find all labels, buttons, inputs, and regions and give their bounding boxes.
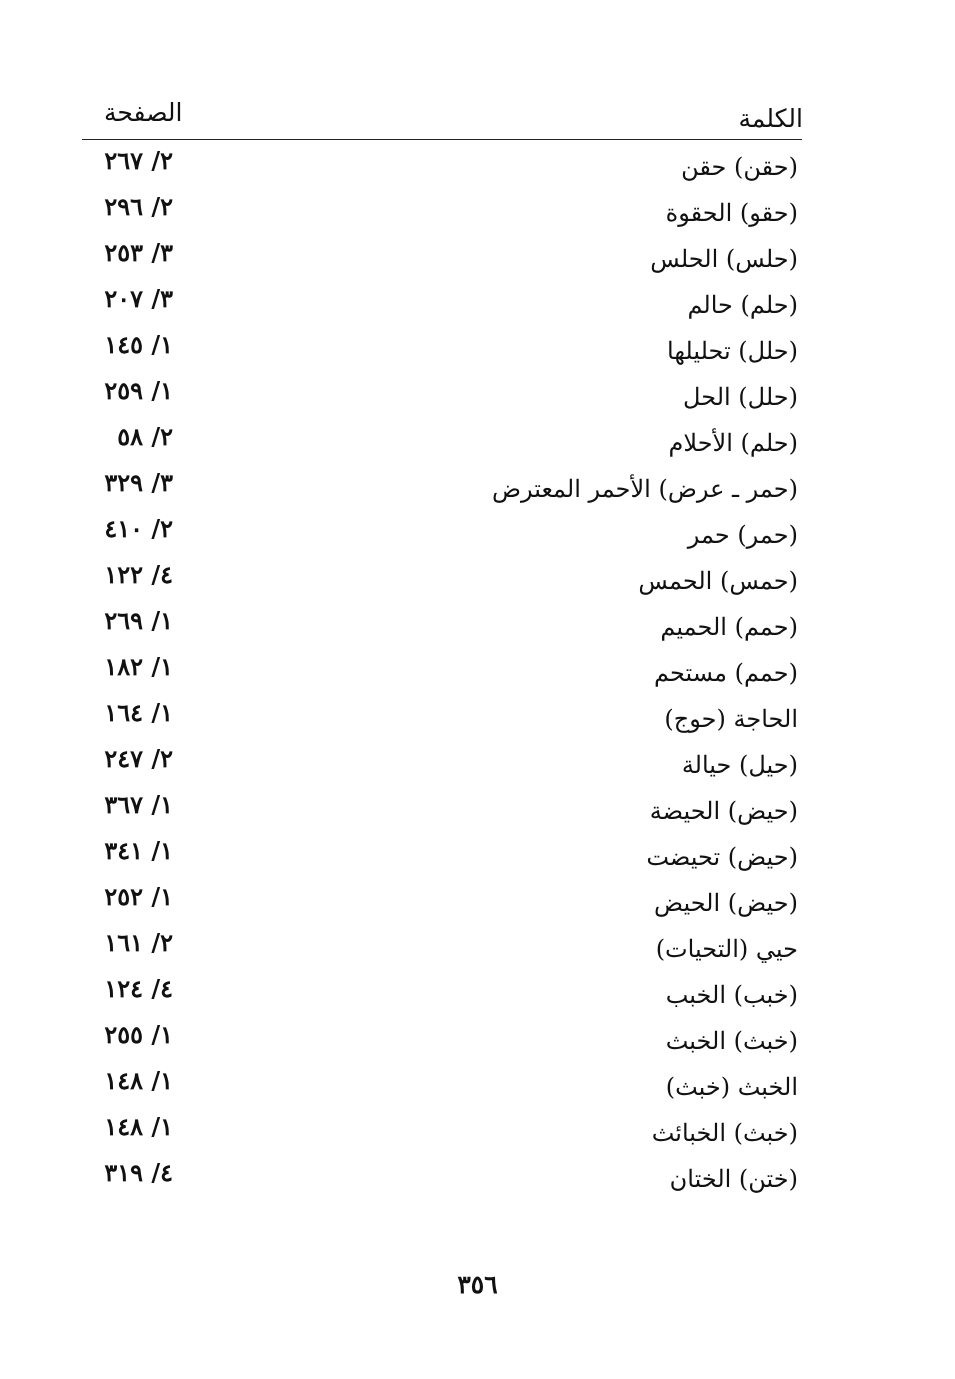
index-word: (حمس) الحمس [638,567,798,595]
index-row [0,696,955,742]
index-word: الحاجة (حوج) [664,705,798,733]
index-row [0,236,955,282]
index-word: (حلم) حالم [687,291,798,319]
page-reference: ٢/ ٢٩٦ [104,192,173,221]
index-row [0,604,955,650]
page-reference: ١/ ٢٥٩ [104,376,173,405]
header-divider [82,139,802,140]
index-word: (حمر) حمر [687,521,798,549]
page-reference: ٢/ ٢٦٧ [104,146,173,175]
index-word: (حقن) حقن [681,153,798,181]
index-row [0,788,955,834]
index-word: (حلل) تحليلها [667,337,798,365]
index-list [0,144,955,1202]
index-row [0,972,955,1018]
index-row [0,420,955,466]
page-reference: ١/ ٢٥٢ [104,882,173,911]
page-reference: ١/ ١٦٤ [104,698,173,727]
index-word: (حمر ـ عرض) الأحمر المعترض [491,475,798,503]
index-row [0,650,955,696]
page-reference: ١/ ١٨٢ [104,652,173,681]
page-reference: ٢/ ١٦١ [104,928,173,957]
page-reference: ١/ ٣٦٧ [104,790,173,819]
page-reference: ٣/ ٢٠٧ [104,284,173,313]
index-row [0,880,955,926]
page-reference: ١/ ٢٦٩ [104,606,173,635]
page-reference: ٣/ ٣٢٩ [104,468,173,497]
index-row [0,834,955,880]
page-reference: ١/ ١٤٥ [104,330,173,359]
index-word: (خبث) الخبث [665,1027,798,1055]
index-word: (حقو) الحقوة [665,199,798,227]
column-header-page: الصفحة [104,98,183,127]
page-reference: ١/ ١٤٨ [104,1112,173,1141]
index-word: حيي (التحيات) [655,935,798,963]
column-header-word: الكلمة [738,104,803,133]
index-word: (حمم) الحميم [660,613,798,641]
page-reference: ٣/ ٢٥٣ [104,238,173,267]
index-word: (خبب) الخبب [665,981,798,1009]
index-word: (حيض) تحيضت [646,843,798,871]
index-word: (حيض) الحيض [654,889,798,917]
page-number: ٣٥٦ [457,1270,498,1299]
page-reference: ٢/ ٥٨ [117,422,173,451]
page-reference: ٤/ ١٢٢ [104,560,173,589]
index-word: (ختن) الختان [669,1165,798,1193]
index-row [0,926,955,972]
index-row [0,1110,955,1156]
page-reference: ١/ ٣٤١ [104,836,173,865]
index-word: (حلل) الحل [683,383,798,411]
index-row [0,742,955,788]
index-word: (حلم) الأحلام [668,429,798,457]
index-word: (حيض) الحيضة [649,797,798,825]
index-row [0,466,955,512]
index-row [0,512,955,558]
index-row [0,1156,955,1202]
page-reference: ١/ ١٤٨ [104,1066,173,1095]
index-row [0,558,955,604]
index-word: (حمم) مستحم [653,659,798,687]
page-reference: ٤/ ١٢٤ [104,974,173,1003]
index-row [0,282,955,328]
index-word: (خبث) الخبائث [651,1119,798,1147]
index-row [0,328,955,374]
index-row [0,190,955,236]
index-row [0,1064,955,1110]
index-word: (حيل) حيالة [681,751,798,779]
index-word: الخبث (خبث) [665,1073,798,1101]
page-reference: ٢/ ٤١٠ [104,514,173,543]
index-row [0,1018,955,1064]
index-row [0,374,955,420]
index-row [0,144,955,190]
page-reference: ١/ ٢٥٥ [104,1020,173,1049]
page-reference: ٢/ ٢٤٧ [104,744,173,773]
page-reference: ٤/ ٣١٩ [104,1158,173,1187]
index-word: (حلس) الحلس [650,245,798,273]
